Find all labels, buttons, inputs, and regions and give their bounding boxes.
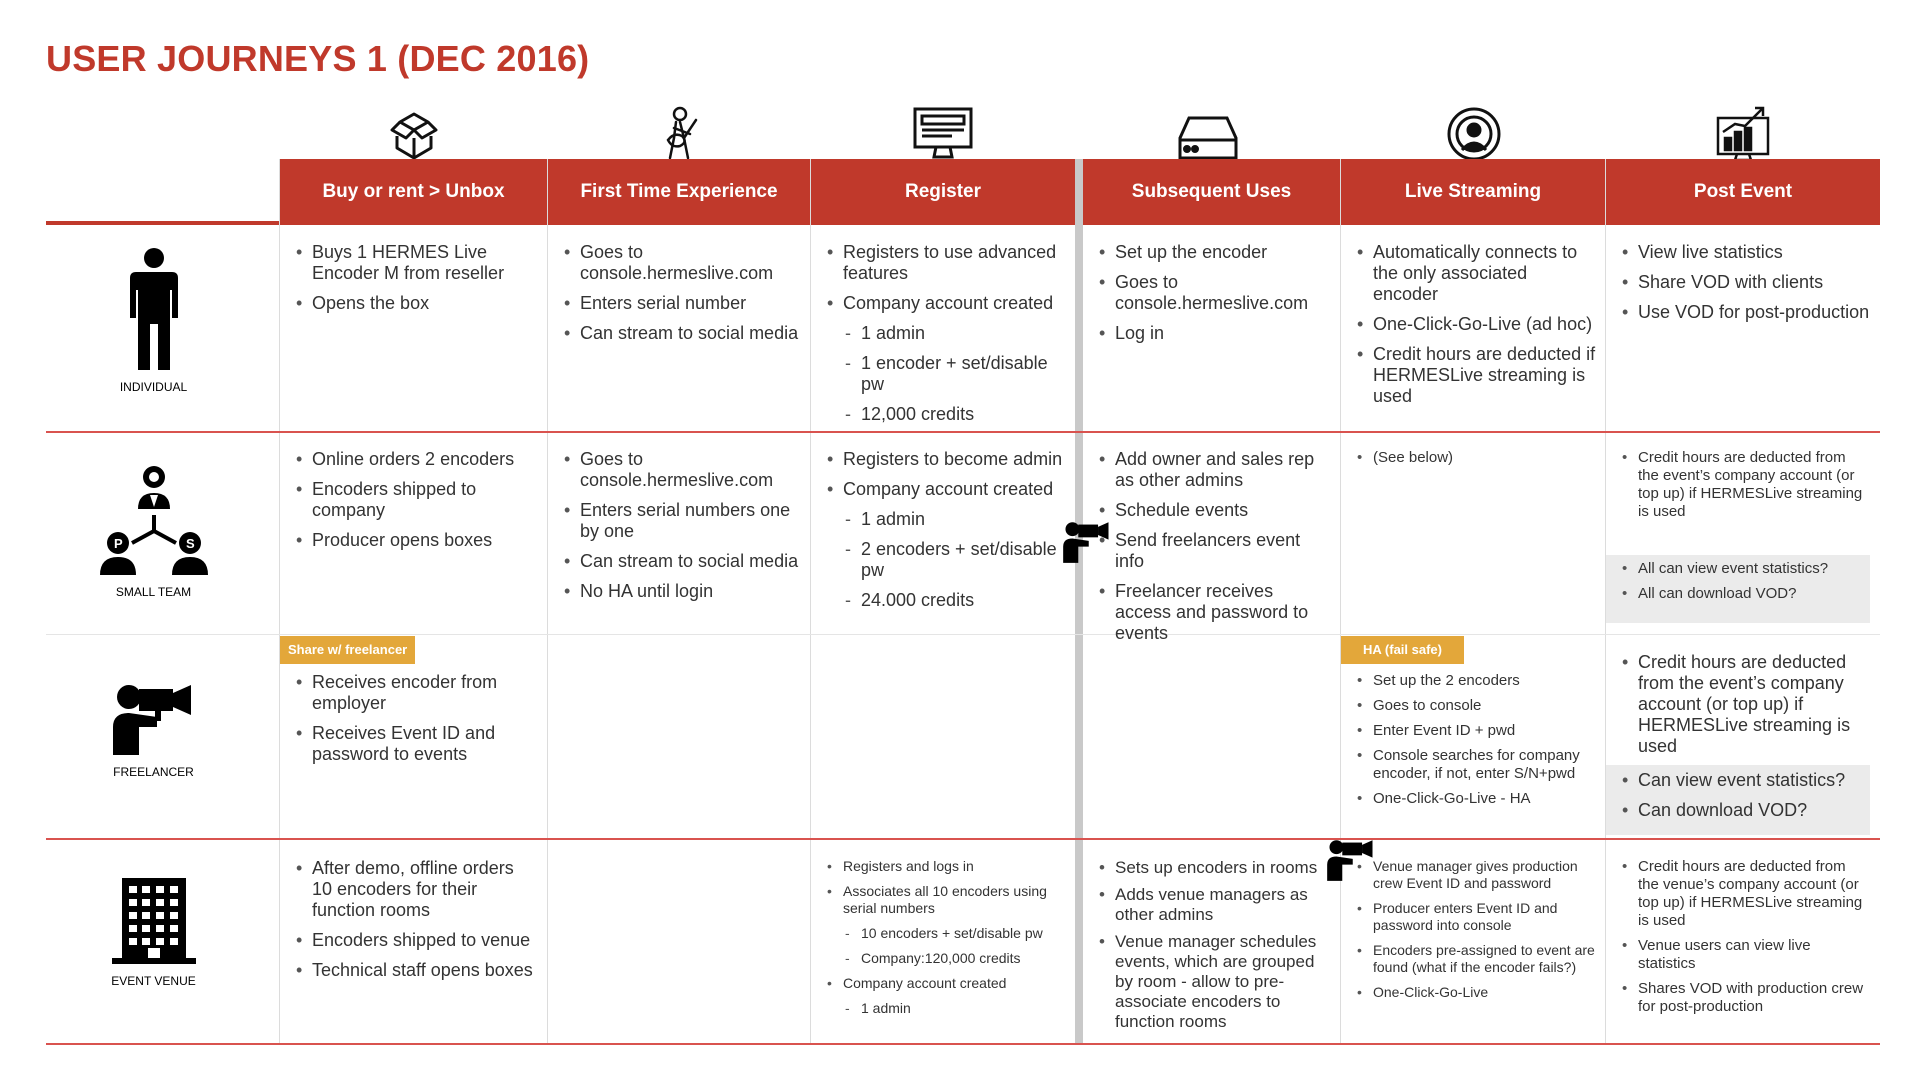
list-item: • Associates all 10 encoders using serial numbers bbox=[821, 883, 1065, 917]
list-item: • Credit hours are deducted if HERMESLive streaming is used bbox=[1351, 344, 1596, 407]
cell-freelancer-live bbox=[1341, 672, 1606, 815]
list-item: • Goes to console.hermeslive.com bbox=[1093, 272, 1331, 314]
camera-operator-icon bbox=[111, 683, 197, 755]
cell-venue-subsequent bbox=[1083, 858, 1341, 1039]
list-item: • All can download VOD? bbox=[1616, 585, 1870, 603]
list-subitem: - Company:120,000 credits bbox=[821, 950, 1065, 967]
team-icon bbox=[98, 465, 210, 575]
svg-text:S: S bbox=[185, 536, 195, 551]
list-item: • Company account created bbox=[821, 479, 1065, 500]
row-divider bbox=[46, 838, 1880, 840]
cell-team-post bbox=[1606, 449, 1880, 528]
persona-individual bbox=[46, 248, 261, 394]
persona-label: FREELANCER bbox=[113, 765, 194, 779]
list-item: • Opens the box bbox=[290, 293, 538, 314]
list-item: • All can view event statistics? bbox=[1616, 560, 1870, 578]
list-item: • View live statistics bbox=[1616, 242, 1870, 263]
list-item: • Producer enters Event ID and password into console bbox=[1351, 900, 1596, 934]
list-item: • Receives Event ID and password to events bbox=[290, 723, 538, 765]
list-item: • Console searches for company encoder, if not, enter S/N+pwd bbox=[1351, 747, 1596, 783]
list-item: • Registers to become admin bbox=[821, 449, 1065, 470]
persona-freelancer bbox=[46, 683, 261, 779]
list-item: • Add owner and sales rep as other admins bbox=[1093, 449, 1331, 491]
row-divider bbox=[46, 1043, 1880, 1045]
list-item: • Share VOD with clients bbox=[1616, 272, 1870, 293]
list-item: • Can stream to social media bbox=[558, 551, 801, 572]
stage-header-post: Post Event bbox=[1606, 159, 1880, 224]
list-item: • Online orders 2 encoders bbox=[290, 449, 538, 470]
persona-label: INDIVIDUAL bbox=[119, 380, 188, 394]
cell-team-post-questions bbox=[1606, 560, 1880, 610]
list-item: • Automatically connects to the only associated encoder bbox=[1351, 242, 1596, 305]
list-item: • Set up the encoder bbox=[1093, 242, 1331, 263]
list-item: • No HA until login bbox=[558, 581, 801, 602]
persona-label: EVENT VENUE bbox=[111, 974, 196, 988]
list-item: • Credit hours are deducted from the event’s company account (or top up) if HERMESLive streaming is used bbox=[1616, 449, 1870, 521]
cell-venue-post bbox=[1606, 858, 1880, 1023]
stage-header-register: Register bbox=[811, 159, 1075, 224]
list-item: • Set up the 2 encoders bbox=[1351, 672, 1596, 690]
list-item: • Venue users can view live statistics bbox=[1616, 937, 1870, 973]
stats-chart-icon bbox=[1606, 100, 1880, 162]
cell-team-subsequent bbox=[1083, 449, 1341, 653]
ha-tag: HA (fail safe) bbox=[1341, 636, 1464, 664]
list-item: • (See below) bbox=[1351, 449, 1596, 467]
list-item: • One-Click-Go-Live (ad hoc) bbox=[1351, 314, 1596, 335]
list-subitem: - 2 encoders + set/disable pw bbox=[821, 539, 1065, 581]
broadcast-icon bbox=[1341, 100, 1606, 162]
cell-freelancer-buy bbox=[280, 672, 548, 774]
page-title: USER JOURNEYS 1 (DEC 2016) bbox=[46, 38, 590, 79]
list-item: • Receives encoder from employer bbox=[290, 672, 538, 714]
list-item: • Sets up encoders in rooms bbox=[1093, 858, 1331, 878]
stage-header-subsequent: Subsequent Uses bbox=[1083, 159, 1340, 224]
list-item: • Producer opens boxes bbox=[290, 530, 538, 551]
cell-team-first bbox=[548, 449, 811, 611]
list-item: • Use VOD for post-production bbox=[1616, 302, 1870, 323]
cell-individual-buy bbox=[280, 242, 548, 323]
list-subitem: - 24.000 credits bbox=[821, 590, 1065, 611]
list-item: • Can stream to social media bbox=[558, 323, 801, 344]
list-subitem: - 12,000 credits bbox=[821, 404, 1065, 425]
row-divider bbox=[46, 634, 1880, 635]
list-item: • Technical staff opens boxes bbox=[290, 960, 538, 981]
list-item: • Company account created bbox=[821, 975, 1065, 992]
person-icon bbox=[128, 248, 180, 370]
list-item: • After demo, offline orders 10 encoders for their function rooms bbox=[290, 858, 538, 921]
building-icon bbox=[112, 878, 196, 964]
cell-individual-live bbox=[1341, 242, 1606, 416]
persona-label: SMALL TEAM bbox=[115, 585, 192, 599]
list-subitem: - 1 admin bbox=[821, 1000, 1065, 1017]
list-subitem: - 1 encoder + set/disable pw bbox=[821, 353, 1065, 395]
cell-individual-register bbox=[811, 242, 1075, 434]
list-item: • Enters serial number bbox=[558, 293, 801, 314]
list-item: • Venue manager gives production crew Event ID and password bbox=[1351, 858, 1596, 892]
list-item: • Shares VOD with production crew for post-production bbox=[1616, 980, 1870, 1016]
persona-small-team bbox=[46, 465, 261, 599]
cell-team-register bbox=[811, 449, 1075, 620]
list-item: • Goes to console.hermeslive.com bbox=[558, 449, 801, 491]
cell-team-live bbox=[1341, 449, 1606, 474]
list-item: • Encoders shipped to venue bbox=[290, 930, 538, 951]
list-item: • Send freelancers event info bbox=[1093, 530, 1331, 572]
list-item: • Schedule events bbox=[1093, 500, 1331, 521]
cell-freelancer-post-questions bbox=[1606, 770, 1880, 830]
server-icon bbox=[1075, 100, 1341, 162]
list-item: • Log in bbox=[1093, 323, 1331, 344]
cell-individual-post bbox=[1606, 242, 1880, 332]
camera-operator-icon bbox=[1062, 520, 1112, 564]
box-icon bbox=[280, 100, 548, 162]
cell-individual-first bbox=[548, 242, 811, 353]
cell-venue-live bbox=[1341, 858, 1606, 1009]
list-item: • One-Click-Go-Live bbox=[1351, 984, 1596, 1001]
monitor-icon bbox=[811, 100, 1075, 162]
list-item: • Registers to use advanced features bbox=[821, 242, 1065, 284]
stage-header-buy: Buy or rent > Unbox bbox=[280, 159, 547, 224]
stage-header-live: Live Streaming bbox=[1341, 159, 1605, 224]
list-item: • Freelancer receives access and password to events bbox=[1093, 581, 1331, 644]
persona-event-venue bbox=[46, 878, 261, 988]
cell-team-buy bbox=[280, 449, 548, 560]
list-item: • Can view event statistics? bbox=[1616, 770, 1870, 791]
column-divider bbox=[1075, 159, 1083, 1045]
svg-text:P: P bbox=[113, 536, 123, 551]
list-item: • Can download VOD? bbox=[1616, 800, 1870, 821]
list-item: • Goes to console bbox=[1351, 697, 1596, 715]
cell-venue-buy bbox=[280, 858, 548, 990]
list-subitem: - 10 encoders + set/disable pw bbox=[821, 925, 1065, 942]
list-item: • Adds venue managers as other admins bbox=[1093, 885, 1331, 925]
list-item: • One-Click-Go-Live - HA bbox=[1351, 790, 1596, 808]
list-item: • Company account created bbox=[821, 293, 1065, 314]
cell-venue-register bbox=[811, 858, 1075, 1025]
list-item: • Encoders shipped to company bbox=[290, 479, 538, 521]
list-item: • Venue manager schedules events, which are grouped by room - allow to pre-associate encoders to function rooms bbox=[1093, 932, 1331, 1032]
cell-freelancer-post bbox=[1606, 652, 1880, 766]
list-item: • Enters serial numbers one by one bbox=[558, 500, 801, 542]
list-item: • Encoders pre-assigned to event are found (what if the encoder fails?) bbox=[1351, 942, 1596, 976]
list-item: • Registers and logs in bbox=[821, 858, 1065, 875]
list-item: • Enter Event ID + pwd bbox=[1351, 722, 1596, 740]
list-subitem: - 1 admin bbox=[821, 509, 1065, 530]
stage-header-first-time: First Time Experience bbox=[548, 159, 810, 224]
guitarist-icon bbox=[548, 100, 811, 162]
list-subitem: - 1 admin bbox=[821, 323, 1065, 344]
share-tag: Share w/ freelancer bbox=[280, 636, 415, 664]
list-item: • Credit hours are deducted from the event’s company account (or top up) if HERMESLive streaming is used bbox=[1616, 652, 1870, 757]
list-item: • Buys 1 HERMES Live Encoder M from reseller bbox=[290, 242, 538, 284]
list-item: • Credit hours are deducted from the venue’s company account (or top up) if HERMESLive streaming is used bbox=[1616, 858, 1870, 930]
list-item: • Goes to console.hermeslive.com bbox=[558, 242, 801, 284]
cell-individual-subsequent bbox=[1083, 242, 1341, 353]
